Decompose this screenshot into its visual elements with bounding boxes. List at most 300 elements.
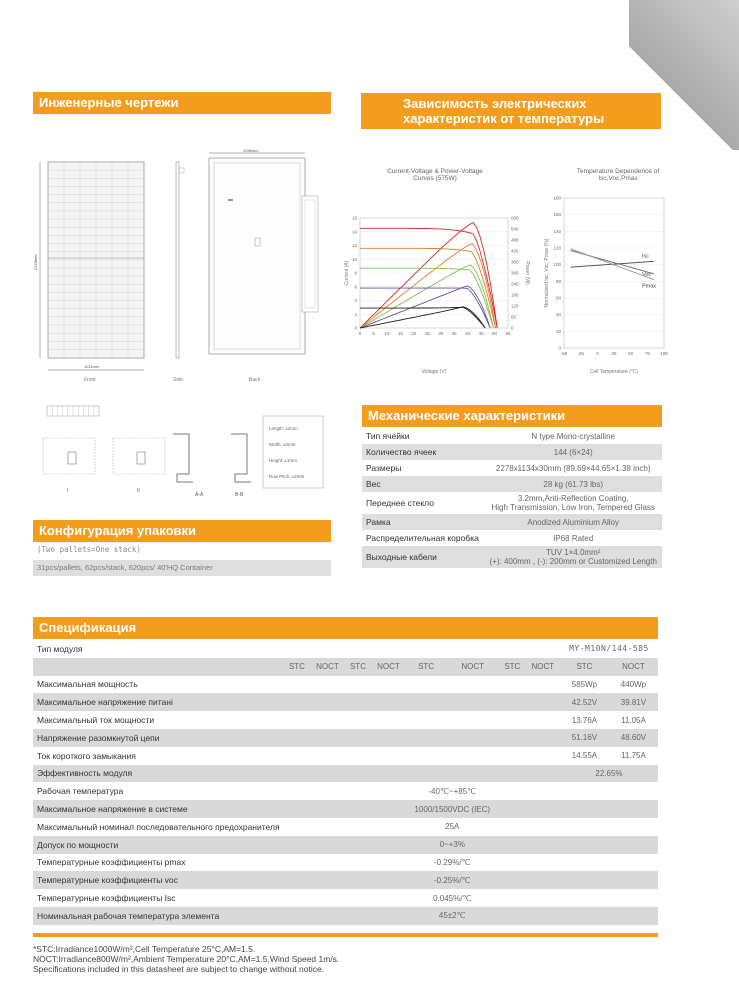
packaging-detail: 31pcs/pallets, 62pcs/stack, 620pcs/ 40'HQ Container [33, 560, 331, 576]
spec-empty [345, 640, 372, 658]
spec-column-header: NOCT [377, 662, 400, 672]
spec-empty [560, 782, 609, 800]
spec-empty [310, 836, 344, 854]
spec-row-stc: 585Wp [571, 679, 598, 689]
chart1-y-tick: 6 [354, 284, 357, 290]
chart2-x-tick: 25 [611, 351, 617, 356]
section-header-spec: Спецификация [33, 617, 658, 639]
side-detail-mark [179, 168, 184, 173]
chart1-y-tick: 10 [351, 256, 357, 262]
spec-empty [499, 640, 526, 658]
iv-pv-curves-chart [340, 160, 530, 380]
spec-empty [345, 711, 372, 729]
spec-empty [284, 711, 311, 729]
spec-empty [526, 782, 560, 800]
spec-empty [526, 889, 560, 907]
detail-I-box [43, 438, 95, 474]
spec-row [33, 693, 658, 711]
mechanical-value: 28 kg (61.73 lbs) [543, 479, 603, 489]
chart1-y2-tick: 360 [511, 259, 519, 265]
chart1-y2-tick: 600 [511, 215, 519, 221]
spec-empty [560, 854, 609, 872]
detail-II-box [113, 438, 165, 474]
spec-empty [447, 729, 499, 747]
spec-empty [345, 747, 372, 765]
spec-empty [526, 836, 560, 854]
spec-empty [526, 711, 560, 729]
spec-empty [406, 765, 447, 783]
spec-empty [345, 907, 372, 925]
spec-row-noct: 440Wp [620, 679, 647, 689]
mechanical-value: 3.2mm,Anti-Reflection Coating, High Transmission, Low Iron, Tempered Glass [491, 494, 655, 512]
spec-empty [284, 747, 311, 765]
spec-column-header: NOCT [531, 662, 555, 672]
spec-empty [499, 693, 526, 711]
spec-empty [560, 836, 609, 854]
spec-row-value: 25A [445, 822, 460, 832]
spec-model-label: Тип модуля [37, 643, 83, 654]
spec-row-noct: 48.60V [620, 733, 647, 743]
mechanical-label: Количество ячеек [366, 447, 437, 457]
spec-row-label: Температурные коэффициенты Isc [37, 893, 176, 904]
spec-empty [499, 729, 526, 747]
dim-top-label: 1096mm [243, 148, 259, 153]
chart1-x-tick: 10 [384, 331, 390, 336]
spec-empty [526, 907, 560, 925]
chart2-x-tick: 75 [644, 351, 650, 356]
chart1-x-tick: 15 [397, 331, 403, 336]
tolerance-width: Width: ±2mm [269, 442, 296, 447]
spec-empty [284, 818, 311, 836]
spec-row-noct: 11.05A [621, 715, 646, 725]
chart2-y-tick: 80 [555, 278, 561, 284]
mechanical-row [362, 444, 662, 460]
spec-empty [371, 676, 405, 694]
chart1-x-tick: 30 [438, 331, 444, 336]
spec-row-label: Эффективность модуля [37, 768, 133, 779]
spec-empty [560, 800, 609, 818]
spec-empty [526, 640, 560, 658]
spec-empty [447, 693, 499, 711]
spec-column-header: NOCT [461, 662, 485, 672]
mechanical-label: Распределительная коробка [366, 533, 479, 543]
spec-empty [284, 889, 311, 907]
chart1-x-tick: 40 [465, 331, 471, 336]
spec-empty [310, 729, 344, 747]
spec-row-stc: 14.55A [571, 751, 598, 761]
spec-empty [284, 676, 311, 694]
spec-empty [526, 747, 560, 765]
chart1-title-line: Current-Voltage & Power-Voltage [387, 168, 483, 175]
spec-empty [371, 907, 405, 925]
spec-empty [345, 765, 372, 783]
front-view-panel [48, 162, 144, 358]
chart1-y2-tick: 480 [511, 237, 519, 243]
spec-row [33, 836, 658, 854]
temperature-dependence-chart [540, 160, 690, 380]
spec-empty [609, 889, 658, 907]
spec-row-value: 45±2℃ [438, 911, 466, 921]
chart1-y-tick: 8 [354, 270, 357, 276]
spec-empty [499, 676, 526, 694]
chart2-x-tick: 0 [596, 351, 599, 356]
spec-row-value: -40℃~+85℃ [428, 786, 477, 796]
spec-column-header: STC [418, 662, 435, 672]
chart1-y2-tick: 420 [511, 248, 519, 254]
spec-empty [499, 747, 526, 765]
spec-empty [284, 854, 311, 872]
detail-II-junction [137, 452, 145, 464]
spec-empty [310, 782, 344, 800]
spec-empty [499, 711, 526, 729]
spec-row-label: Допуск по мощности [37, 839, 119, 850]
spec-row [33, 658, 658, 676]
chart1-y-tick: 14 [351, 229, 357, 235]
detail-I-junction [68, 452, 76, 464]
spec-empty [371, 871, 405, 889]
spec-empty [284, 729, 311, 747]
mechanical-label: Рамка [366, 517, 391, 527]
spec-row-label: Максимальный ток мощности [37, 715, 155, 726]
spec-row-value: -0.29%/℃ [433, 857, 471, 867]
chart1-iv-curve-200 [360, 307, 485, 328]
spec-row-label: Температурные коэффициенты pmax [37, 857, 186, 868]
chart1-x-tick: 45 [478, 331, 484, 336]
mechanical-row [362, 514, 662, 530]
chart2-label-pmax: Pmax [642, 283, 657, 290]
profile-A-A [173, 434, 193, 482]
mechanical-row [362, 476, 662, 492]
chart1-y-tick: 0 [354, 325, 357, 331]
chart2-title-line: Temperature Dependence of [576, 168, 660, 175]
chart2-y-label: Normalized Isc, Voc, Pmax (%) [544, 238, 550, 308]
mechanical-value: IP68 Rated [553, 533, 594, 543]
spec-empty [371, 836, 405, 854]
spec-empty [447, 711, 499, 729]
mechanical-label: Размеры [366, 463, 402, 473]
spec-empty [284, 693, 311, 711]
spec-empty [526, 854, 560, 872]
spec-empty [284, 907, 311, 925]
chart1-x-label: Voltage (V) [421, 369, 447, 375]
spec-empty [310, 640, 344, 658]
spec-empty [406, 747, 447, 765]
spec-empty [526, 729, 560, 747]
spec-row-value: 22.65% [595, 768, 623, 778]
spec-empty [345, 871, 372, 889]
spec-empty [499, 907, 526, 925]
chart2-y-tick: 180 [553, 195, 561, 201]
spec-column-header: STC [288, 662, 305, 672]
spec-row-noct: 39.81V [620, 697, 647, 707]
footnote-noct: NOCT:Irradiance800W/m²,Ambient Temperature 20°C,AM=1.5,Wind Speed 1m/s. [33, 954, 340, 964]
section-header-temp-dependence: Зависимость электрических характеристик от температуры [361, 93, 661, 129]
spec-empty [526, 818, 560, 836]
mechanical-table [362, 428, 662, 568]
mechanical-label: Переднее стекло [366, 498, 434, 508]
chart1-x-tick: 50 [492, 331, 498, 336]
chart1-pv-curve-400 [360, 286, 490, 328]
engineering-drawings [28, 148, 338, 388]
spec-empty [310, 907, 344, 925]
spec-empty [499, 800, 526, 818]
spec-column-header: NOCT [316, 662, 339, 672]
chart1-x-tick: 20 [411, 331, 417, 336]
footnote-stc: *STC:Irradiance1000W/m²,Cell Temperature 25°C,AM=1.5. [33, 944, 256, 954]
chart2-label-voc: Voc [642, 271, 652, 278]
mechanical-row [362, 428, 662, 444]
mechanical-row [362, 530, 662, 546]
spec-empty [526, 676, 560, 694]
spec-empty [345, 729, 372, 747]
chart2-x-tick: -25 [577, 351, 584, 356]
spec-row [33, 676, 658, 694]
chart2-y-tick: 20 [555, 328, 561, 334]
spec-empty [310, 800, 344, 818]
spec-column-header: STC [576, 662, 593, 672]
chart1-iv-curve-1000 [360, 228, 497, 328]
chart1-iv-curve-600 [360, 268, 494, 328]
chart1-y2-tick: 0 [511, 325, 514, 331]
spec-row [33, 711, 658, 729]
mechanical-value: 2278x1134x30mm (89.69×44.65×1.38 inch) [495, 463, 651, 473]
spec-row-label: Температурные коэффициенты voc [37, 875, 178, 886]
spec-row [33, 907, 658, 925]
chart1-y2-tick: 60 [511, 314, 517, 320]
chart2-y-tick: 120 [553, 245, 561, 251]
spec-empty [609, 854, 658, 872]
spec-empty [406, 693, 447, 711]
spec-row-label: Напряжение разомкнутой цепи [37, 732, 160, 743]
spec-row [33, 818, 658, 836]
spec-empty [310, 818, 344, 836]
mechanical-value: TUV 1×4.0mm² (+): 400mm , (-): 200mm or Customized Length [489, 548, 657, 566]
spec-empty [284, 871, 311, 889]
view-label-front: Front [84, 377, 96, 383]
spec-row-value: 0~+3% [439, 840, 465, 850]
spec-empty [371, 747, 405, 765]
spec-empty [345, 836, 372, 854]
back-view-panel [209, 158, 318, 354]
spec-empty [371, 800, 405, 818]
spec-row-value: 1000/1500VDC (IEC) [414, 804, 491, 814]
section-header-mechanical: Механические характеристики [362, 405, 662, 427]
chart1-y2-tick: 300 [511, 270, 519, 276]
detail-label-AA: A-A [195, 492, 204, 498]
spec-row-stc: 13.76A [571, 715, 598, 725]
spec-empty [499, 854, 526, 872]
spec-column-header: STC [504, 662, 521, 672]
spec-table [33, 640, 658, 925]
chart2-y-tick: 140 [553, 228, 561, 234]
chart2-x-tick: -50 [560, 351, 568, 356]
spec-empty [447, 640, 499, 658]
mechanical-row [362, 492, 662, 514]
spec-row-stc: 51.16V [571, 733, 598, 743]
spec-empty [345, 800, 372, 818]
spec-empty [609, 782, 658, 800]
spec-empty [345, 889, 372, 907]
section-header-drawings: Инженерные чертежи [33, 92, 331, 114]
spec-column-header: NOCT [622, 662, 645, 672]
chart1-y-tick: 12 [351, 243, 357, 248]
chart1-y-tick: 16 [351, 215, 357, 221]
mechanical-label: Выходные кабели [366, 552, 437, 562]
chart1-x-tick: 55 [505, 331, 511, 336]
chart1-y-tick: 4 [354, 298, 357, 303]
chart2-x-tick: 100 [660, 351, 668, 356]
spec-row [33, 640, 658, 658]
spec-row [33, 800, 658, 818]
spec-row [33, 765, 658, 783]
spec-row-label: Максимальная мощность [37, 679, 138, 690]
spec-row-label: Максимальное напряжение питані [37, 697, 173, 708]
spec-empty [447, 747, 499, 765]
view-label-side: Side [173, 377, 184, 383]
chart2-y-tick: 40 [555, 312, 561, 318]
detail-label-I: I [67, 488, 69, 494]
spec-empty [499, 818, 526, 836]
spec-row [33, 782, 658, 800]
spec-empty [371, 782, 405, 800]
footnotes [33, 944, 339, 974]
spec-bottom-bar [33, 933, 658, 937]
view-label-back: Back [249, 377, 261, 383]
spec-empty [345, 854, 372, 872]
chart2-y-tick: 60 [555, 295, 561, 301]
mechanical-value: 144 (6×24) [553, 447, 593, 457]
detail-label-BB: B-B [235, 492, 244, 498]
spec-empty [310, 676, 344, 694]
chart1-y2-tick: 240 [511, 281, 519, 287]
mechanical-row [362, 460, 662, 476]
spec-empty [609, 818, 658, 836]
spec-empty [284, 765, 311, 783]
chart1-y2-tick: 180 [511, 292, 519, 298]
chart2-x-tick: 50 [628, 351, 634, 356]
spec-column-header: STC [349, 662, 366, 672]
chart2-y-tick: 160 [553, 212, 561, 218]
spec-empty [406, 711, 447, 729]
spec-empty [406, 729, 447, 747]
spec-empty [371, 729, 405, 747]
spec-empty [447, 765, 499, 783]
spec-empty [609, 836, 658, 854]
spec-empty [371, 765, 405, 783]
footnote-disclaimer: Specifications included in this datasheet are subject to change without notice. [33, 964, 325, 974]
spec-empty [406, 676, 447, 694]
spec-empty [499, 765, 526, 783]
section-header-packaging: Конфигурация упаковки [33, 520, 331, 542]
chart1-y2-tick: 540 [511, 226, 519, 232]
chart2-x-label: Cell Temperature (°C) [589, 369, 639, 375]
tolerance-height: Height: ±1mm [269, 458, 297, 463]
spec-empty [526, 765, 560, 783]
spec-empty [345, 782, 372, 800]
spec-empty [371, 818, 405, 836]
chart2-y-tick: 0 [558, 345, 561, 351]
spec-empty [526, 800, 560, 818]
chart2-title-line: Isc,Voc,Pmax [598, 175, 638, 182]
spec-row-value: -0.25%/℃ [433, 875, 471, 885]
tolerance-length: Length: ±2mm [269, 426, 298, 431]
spec-empty [499, 836, 526, 854]
spec-empty [310, 765, 344, 783]
spec-empty [310, 711, 344, 729]
spec-model-value: MY-M10N/144-585 [569, 644, 649, 654]
spec-empty [499, 871, 526, 889]
dim-bottom-label: 1134mm [84, 364, 100, 369]
spec-empty [284, 800, 311, 818]
mechanical-label: Тип ячейки [366, 431, 410, 441]
spec-row-noct: 11.75A [621, 751, 646, 761]
spec-empty [345, 818, 372, 836]
spec-row-label: Рабочая температура [37, 786, 124, 797]
spec-empty [609, 907, 658, 925]
spec-row-label: Максимальное напряжение в системе [37, 804, 188, 815]
chart1-y2-label: Power (W) [524, 261, 530, 285]
spec-empty [560, 907, 609, 925]
spec-empty [560, 818, 609, 836]
spec-row [33, 889, 658, 907]
dim-left-label: 2278mm [33, 254, 38, 270]
mechanical-row [362, 546, 662, 568]
spec-empty [371, 854, 405, 872]
spec-row-label: Ток короткого замыкания [37, 750, 136, 761]
spec-empty [284, 836, 311, 854]
spec-row-value: 0.045%/℃ [433, 893, 472, 903]
spec-header-blank [33, 658, 284, 676]
spec-empty [371, 693, 405, 711]
spec-empty [560, 889, 609, 907]
chart1-x-tick: 0 [358, 331, 362, 336]
spec-empty [499, 782, 526, 800]
spec-row [33, 729, 658, 747]
tolerance-row-pitch: Row Pitch: ±2mm [269, 474, 305, 479]
spec-empty [345, 693, 372, 711]
chart1-x-tick: 25 [424, 331, 430, 336]
chart1-y2-tick: 120 [511, 303, 519, 309]
spec-row-label: Номинальная рабочая температура элемента [37, 910, 220, 921]
spec-empty [406, 640, 447, 658]
mechanical-value: N type Mono-crystalline [531, 431, 615, 441]
spec-empty [609, 871, 658, 889]
spec-empty [284, 640, 311, 658]
chart1-title-line: Curves (575W) [413, 175, 457, 182]
spec-empty [499, 889, 526, 907]
spec-empty [284, 782, 311, 800]
packaging-note: (Two pallets=One stack) [37, 545, 141, 554]
spec-empty [345, 676, 372, 694]
spec-row [33, 747, 658, 765]
spec-empty [526, 693, 560, 711]
spec-empty [526, 871, 560, 889]
spec-empty [371, 711, 405, 729]
spec-empty [310, 747, 344, 765]
mechanical-value: Anodized Aluminium Alloy [527, 517, 619, 527]
chart1-x-tick: 5 [372, 331, 375, 336]
spec-row [33, 854, 658, 872]
profile-B-B [231, 434, 251, 482]
spec-empty [310, 854, 344, 872]
chart1-y-tick: 2 [354, 311, 357, 317]
chart2-y-tick: 100 [553, 262, 561, 268]
spec-empty [310, 693, 344, 711]
spec-empty [310, 871, 344, 889]
detail-label-II: II [137, 488, 140, 494]
spec-row [33, 871, 658, 889]
spec-empty [371, 640, 405, 658]
